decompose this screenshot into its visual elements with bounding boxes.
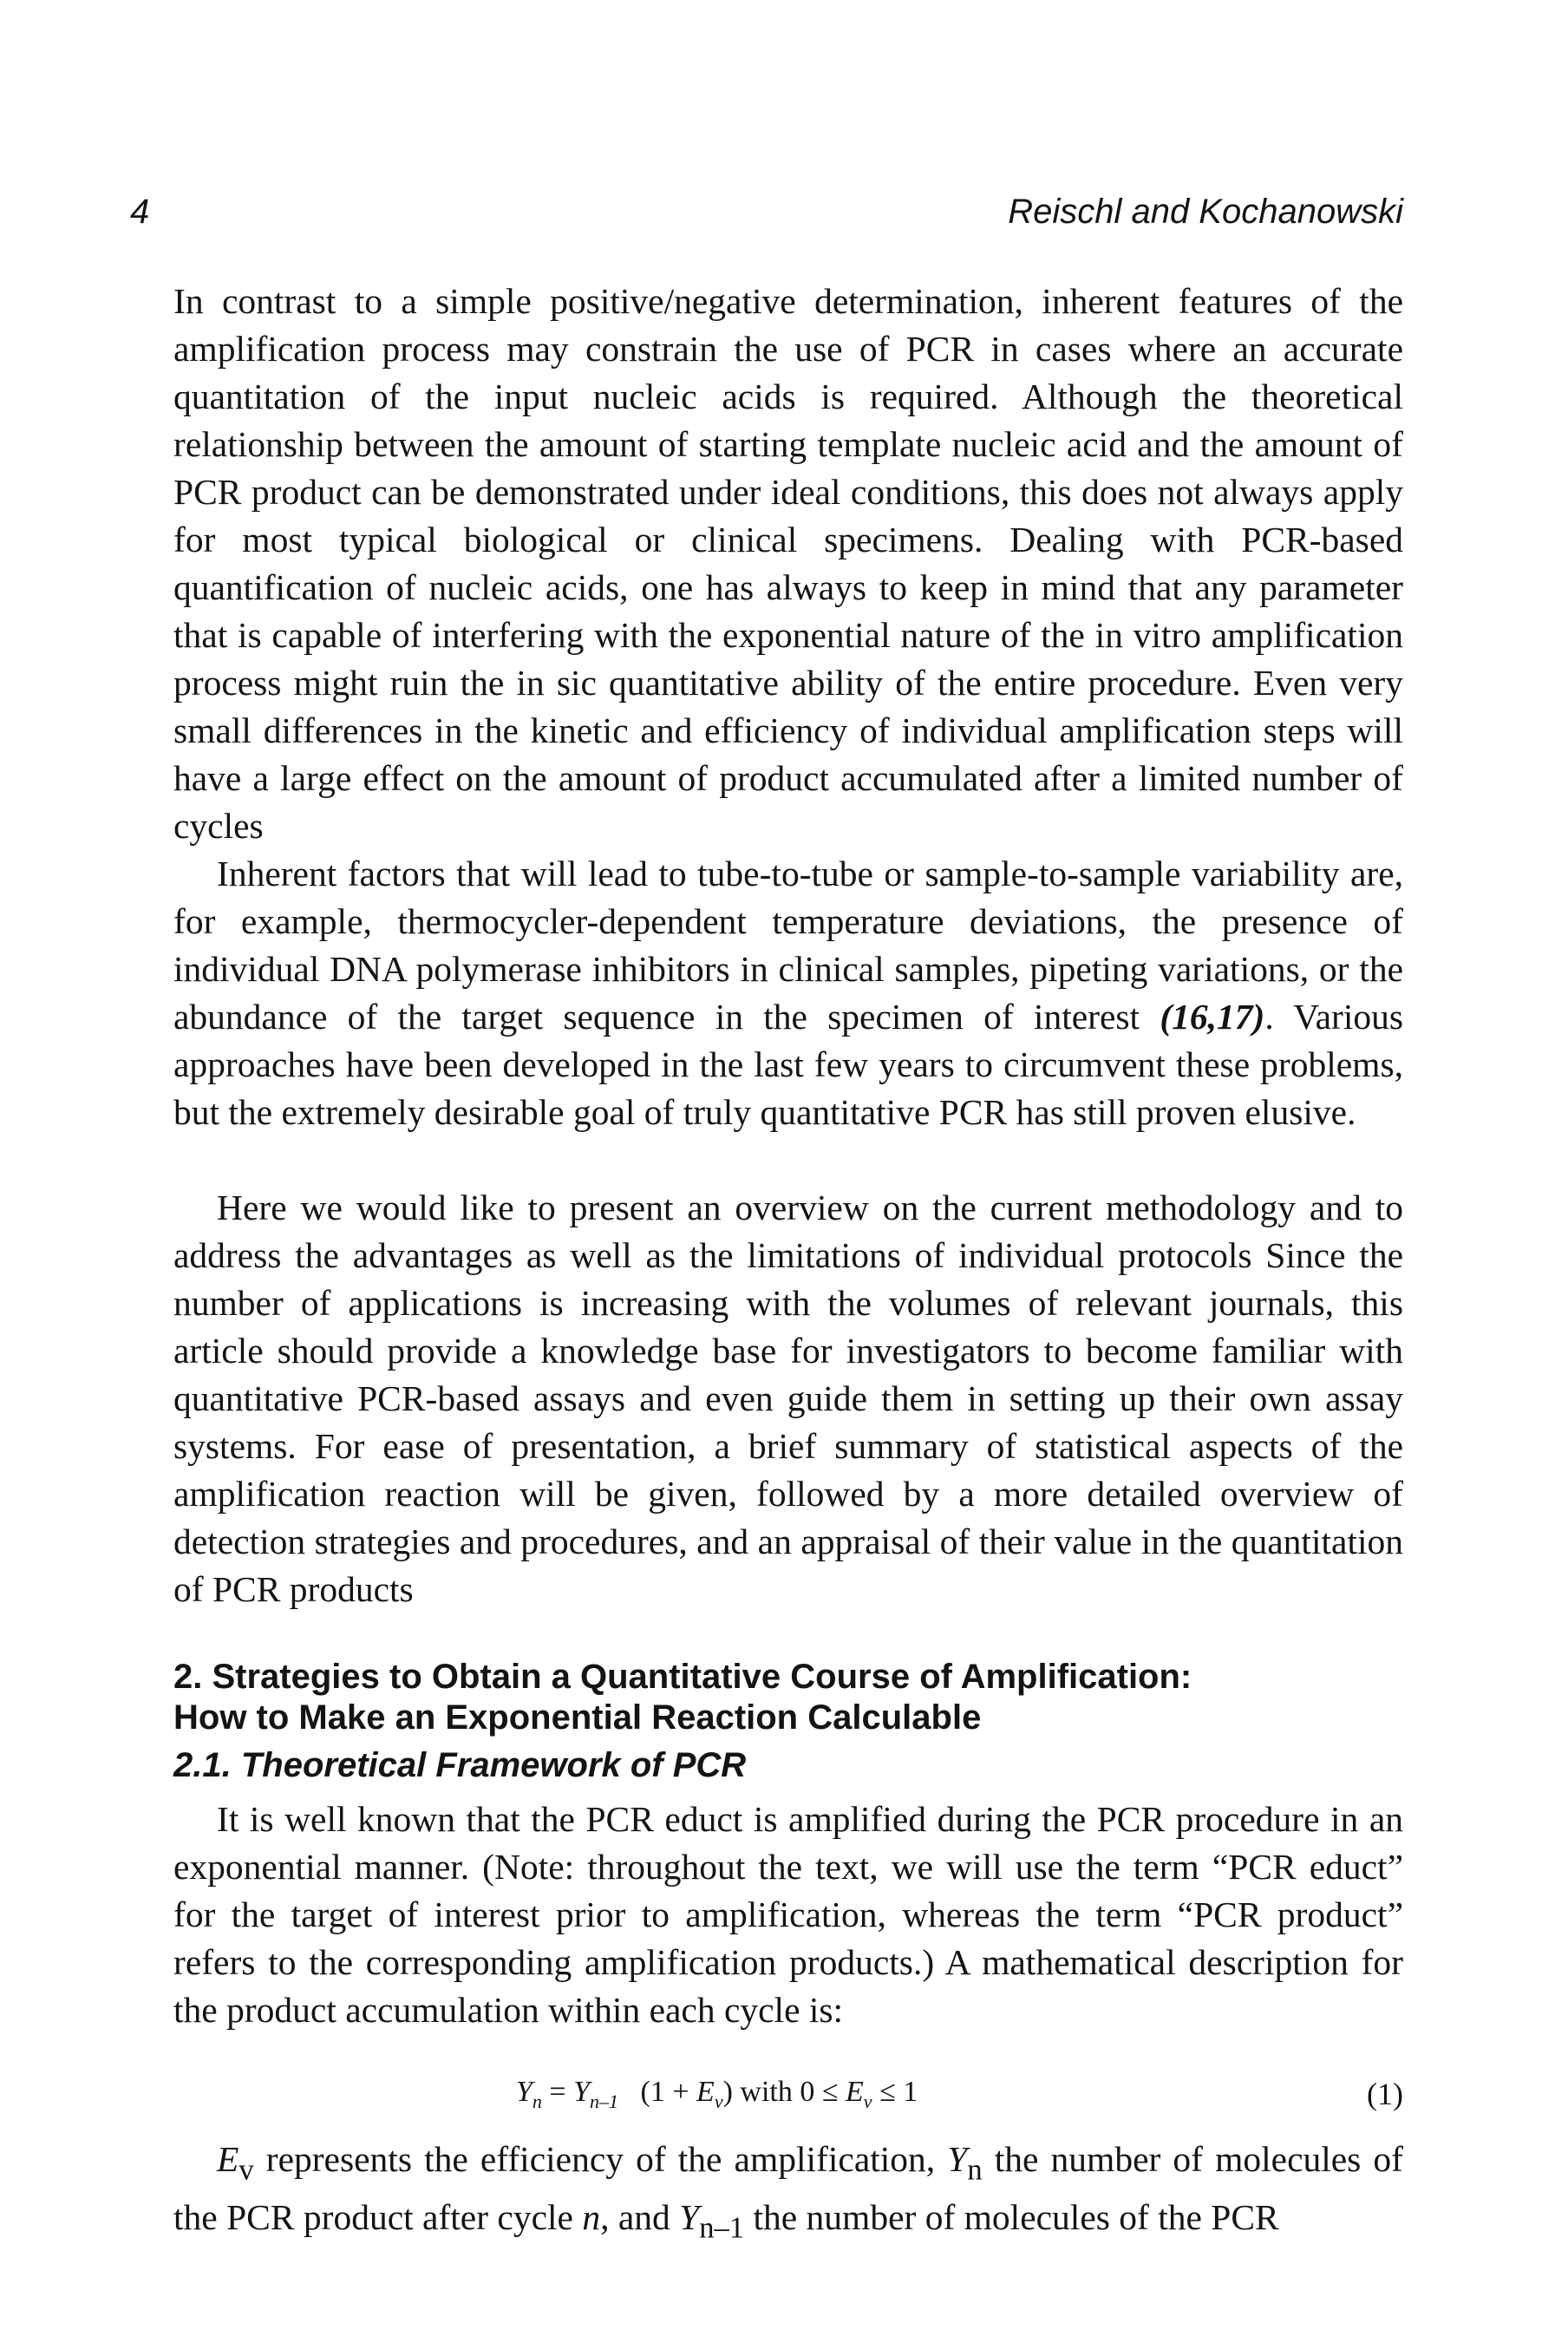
paragraph-1-text: In contrast to a simple positive/negative determination, inherent features of the amplification process may constrain the use of PCR in cases where an accurate quantitation of the input nucleic acids is required. Although the theoretical relationship between the amount of starting template nucleic acid and the amount of PCR product can be demonstrated under ideal conditions, this does not always apply for most typical biological or clinical specimens. Dealing with PCR-based quantification of nucleic acids, one has always to keep in mind that any parameter that is capable of interfering with the exponential nature of the in vitro amplification process might ruin the in sic quantitative ability of the entire procedure. Even very small differences in the kinetic and efficiency of individual amplification steps will have a large effect on the amount of product accumulated after a limited number of cycles: [173, 281, 1403, 846]
paragraph-5: [173, 2136, 1403, 2253]
paragraph-2-rest: . Various approaches have been developed in the last few years to circumvent these problems, but the extremely desirable goal of truly quantitative PCR has still proven elusive.: [173, 997, 1403, 1132]
paragraph-2: [173, 850, 1403, 1136]
paragraph-2-text: [173, 850, 1403, 1136]
paragraph-2-body: Inherent factors that will lead to tube-to-tube or sample-to-sample variability are, for example, thermocycler-dependent temperature deviations, the presence of individual DNA polymerase inhibitors in clinical samples, pipeting variations, or the abundance of the target sequence in the specimen of interest: [173, 854, 1403, 1037]
section-heading-line-2: How to Make an Exponential Reaction Calculable: [173, 1698, 982, 1737]
equation-body: $Y_n = Y_{n-1}$ $(1 + E_v)$ with $0 \le E_v \le 1$: [516, 2076, 918, 2112]
paragraph-3-text: Here we would like to present an overview on the current methodology and to address the advantages as well as the limitations of individual protocols Since the number of applications is increasing with the volumes of relevant journals, this article should provide a knowledge base for investigators to become familiar with quantitative PCR-based assays and even guide them in setting up their own assay systems. For ease of presentation, a brief summary of statistical aspects of the amplification reaction will be given, followed by a more detailed overview of detection strategies and procedures, and an appraisal of their value in the quantitation of PCR products: [173, 1188, 1403, 1609]
equation-1: [173, 2076, 1403, 2119]
running-head: Reischl and Kochanowski: [1008, 193, 1403, 231]
citation: (16,17): [1160, 997, 1265, 1037]
paragraph-4-text: It is well known that the PCR educt is amplified during the PCR procedure in an exponential manner. (Note: throughout the text, we will use the term “PCR educt” for the target of interest prior to amplification, whereas the term “PCR product” refers to the corresponding amplification products.) A mathematical description for the product accumulation within each cycle is:: [173, 1799, 1403, 2030]
paragraph-3: [173, 1184, 1403, 1613]
subsection-heading: 2.1. Theoretical Framework of PCR: [173, 1746, 747, 1784]
equation-number: (1): [1367, 2077, 1403, 2111]
page-number: 4: [130, 193, 150, 231]
paragraph-4: [173, 1796, 1403, 2034]
section-heading: [173, 1657, 1431, 1738]
paragraph-1: [173, 278, 1403, 850]
paragraph-5-text: $E_v$ represents the efficiency of the amplification, $Y_n$ the number of molecules of the PCR product after cycle n, and $Y_{n-1}$ the number of molecules of the PCR: [173, 2139, 1403, 2245]
section-heading-line-1: 2. Strategies to Obtain a Quantitative Course of Amplification:: [173, 1658, 1192, 1696]
